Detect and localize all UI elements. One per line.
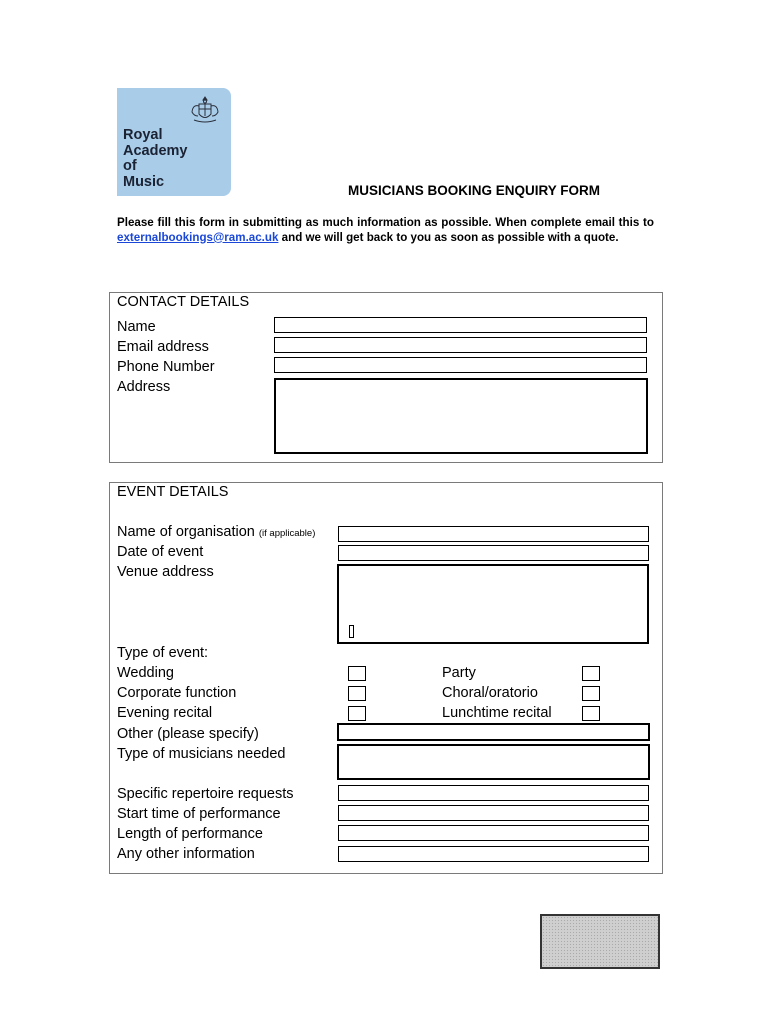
- name-field[interactable]: [274, 317, 647, 333]
- wedding-checkbox[interactable]: [348, 666, 366, 681]
- choral-oratorio-label: Choral/oratorio: [442, 685, 538, 701]
- event-heading: EVENT DETAILS: [117, 484, 229, 500]
- form-title: MUSICIANS BOOKING ENQUIRY FORM: [348, 183, 601, 198]
- repertoire-label: Specific repertoire requests: [117, 786, 294, 802]
- lunchtime-recital-checkbox[interactable]: [582, 706, 600, 721]
- other-label: Other (please specify): [117, 726, 259, 742]
- date-label: Date of event: [117, 544, 204, 560]
- stamp-box: [540, 914, 660, 969]
- email-field[interactable]: [274, 337, 647, 353]
- logo-text: [123, 128, 187, 190]
- party-checkbox[interactable]: [582, 666, 600, 681]
- coat-of-arms-icon: [187, 94, 223, 128]
- email-label: Email address: [117, 339, 209, 355]
- phone-label: Phone Number: [117, 359, 215, 375]
- musicians-needed-field[interactable]: [337, 744, 650, 780]
- wedding-label: Wedding: [117, 665, 174, 681]
- musicians-needed-label: Type of musicians needed: [117, 746, 286, 762]
- organisation-label-text: Name of organisation: [117, 524, 255, 540]
- logo-line: Royal: [123, 127, 163, 143]
- evening-recital-checkbox[interactable]: [348, 706, 366, 721]
- start-time-label: Start time of performance: [117, 806, 281, 822]
- venue-label: Venue address: [117, 564, 214, 580]
- length-field[interactable]: [338, 825, 649, 841]
- intro-text-after: and we will get back to you as soon as possible with a quote.: [278, 230, 619, 244]
- corporate-function-label: Corporate function: [117, 685, 237, 701]
- logo-line: of: [123, 158, 137, 174]
- other-information-label: Any other information: [117, 846, 255, 862]
- choral-oratorio-checkbox[interactable]: [582, 686, 600, 701]
- organisation-label: [117, 524, 315, 540]
- address-field[interactable]: [274, 378, 648, 454]
- type-of-event-heading: Type of event:: [117, 645, 209, 661]
- start-time-field[interactable]: [338, 805, 649, 821]
- phone-field[interactable]: [274, 357, 647, 373]
- other-field[interactable]: [337, 723, 650, 741]
- address-label: Address: [117, 379, 171, 395]
- date-field[interactable]: [338, 545, 649, 561]
- contact-heading: CONTACT DETAILS: [117, 294, 250, 310]
- corporate-function-checkbox[interactable]: [348, 686, 366, 701]
- email-link[interactable]: externalbookings@ram.ac.uk: [117, 230, 279, 244]
- organisation-note: (if applicable): [258, 528, 316, 539]
- evening-recital-label: Evening recital: [117, 705, 213, 721]
- logo: [117, 88, 231, 196]
- organisation-field[interactable]: [338, 526, 649, 542]
- intro-text-before: Please fill this form in submitting as much information as possible. When complete email this to: [117, 216, 654, 229]
- other-information-field[interactable]: [338, 846, 649, 862]
- party-label: Party: [442, 665, 476, 681]
- lunchtime-recital-label: Lunchtime recital: [442, 705, 552, 721]
- name-label: Name: [117, 319, 156, 335]
- length-label: Length of performance: [117, 826, 263, 842]
- repertoire-field[interactable]: [338, 785, 649, 801]
- logo-line: Music: [123, 173, 165, 190]
- intro-paragraph: [117, 216, 654, 245]
- logo-line: Academy: [123, 142, 188, 159]
- venue-address-field[interactable]: [337, 564, 649, 644]
- text-cursor-icon: [349, 625, 354, 638]
